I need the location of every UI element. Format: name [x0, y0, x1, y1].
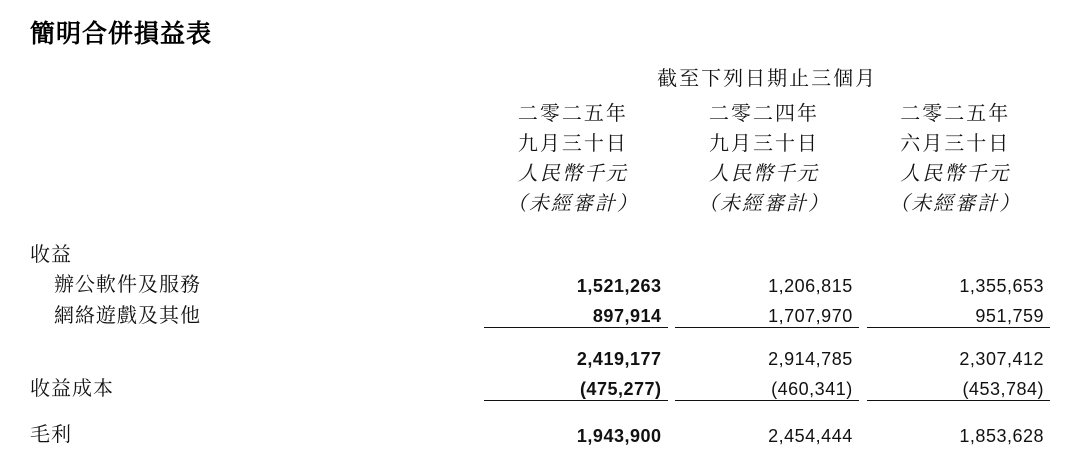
financial-table [30, 62, 1050, 447]
column-header-1-date: 九月三十日 [517, 133, 628, 155]
column-header-2-year: 二零二四年 [709, 103, 820, 125]
header-spacer [30, 62, 484, 99]
column-header-3-currency: 人民幣千元 [900, 163, 1011, 185]
row-cost-of-revenue-value-1: (475,277) [484, 370, 667, 401]
spacer-row-2 [30, 328, 1050, 341]
column-header-3-year: 二零二五年 [900, 103, 1011, 125]
page-title: 簡明合併損益表 [30, 20, 213, 48]
table-row [30, 370, 1050, 401]
row-label-revenue: 收益 [30, 244, 72, 266]
header-gap-2 [859, 99, 867, 219]
column-header-1-audit: （未經審計） [506, 193, 639, 215]
table-header-period-row [30, 62, 1050, 99]
column-header-2-date: 九月三十日 [709, 133, 820, 155]
column-header-3 [867, 99, 1050, 219]
table-row [30, 237, 1050, 267]
table-row [30, 340, 1050, 370]
spacer-row-3 [30, 401, 1050, 414]
row-label-gross-profit: 毛利 [30, 424, 72, 446]
column-header-1-year: 二零二五年 [517, 103, 628, 125]
table-row [30, 413, 1050, 447]
row-cost-of-revenue-value-2: (460,341) [675, 370, 858, 401]
row-label-office-software: 辦公軟件及服務 [54, 274, 201, 296]
row-office-software-value-1: 1,521,263 [576, 276, 662, 296]
row-office-software-value-3: 1,355,653 [959, 276, 1044, 296]
row-gross-profit-value-2: 2,454,444 [768, 426, 853, 446]
row-total-revenue-value-2: 2,914,785 [768, 349, 853, 369]
period-header: 截至下列日期止三個月 [657, 68, 878, 90]
row-label-online-games: 網絡遊戲及其他 [54, 304, 201, 327]
row-label-cost-of-revenue: 收益成本 [30, 377, 114, 400]
header-spacer-2 [30, 99, 484, 219]
header-gap-1 [668, 99, 676, 219]
row-office-software-value-2: 1,206,815 [768, 276, 853, 296]
row-cost-of-revenue-value-3: (453,784) [867, 370, 1050, 401]
column-header-2-audit: （未經審計） [698, 193, 831, 215]
row-label-total-revenue [30, 340, 484, 370]
row-total-revenue-value-3: 2,307,412 [959, 349, 1044, 369]
spacer-row-1 [30, 219, 1050, 237]
column-header-2 [675, 99, 858, 219]
row-revenue-value-1 [484, 237, 667, 267]
row-gross-profit-value-3: 1,853,628 [959, 426, 1044, 446]
row-online-games-value-2: 1,707,970 [675, 297, 858, 328]
table-header-columns-row [30, 99, 1050, 219]
row-gross-profit-value-1: 1,943,900 [576, 426, 662, 446]
row-revenue-value-3 [867, 237, 1050, 267]
column-header-3-audit: （未經審計） [889, 193, 1022, 215]
table-row [30, 267, 1050, 297]
row-online-games-value-1: 897,914 [484, 297, 667, 328]
column-header-2-currency: 人民幣千元 [709, 163, 820, 185]
row-total-revenue-value-1: 2,419,177 [576, 349, 662, 369]
column-header-1 [484, 99, 667, 219]
row-online-games-value-3: 951,759 [867, 297, 1050, 328]
table-row [30, 297, 1050, 328]
row-revenue-value-2 [675, 237, 858, 267]
column-header-1-currency: 人民幣千元 [517, 163, 628, 185]
column-header-3-date: 六月三十日 [900, 133, 1011, 155]
